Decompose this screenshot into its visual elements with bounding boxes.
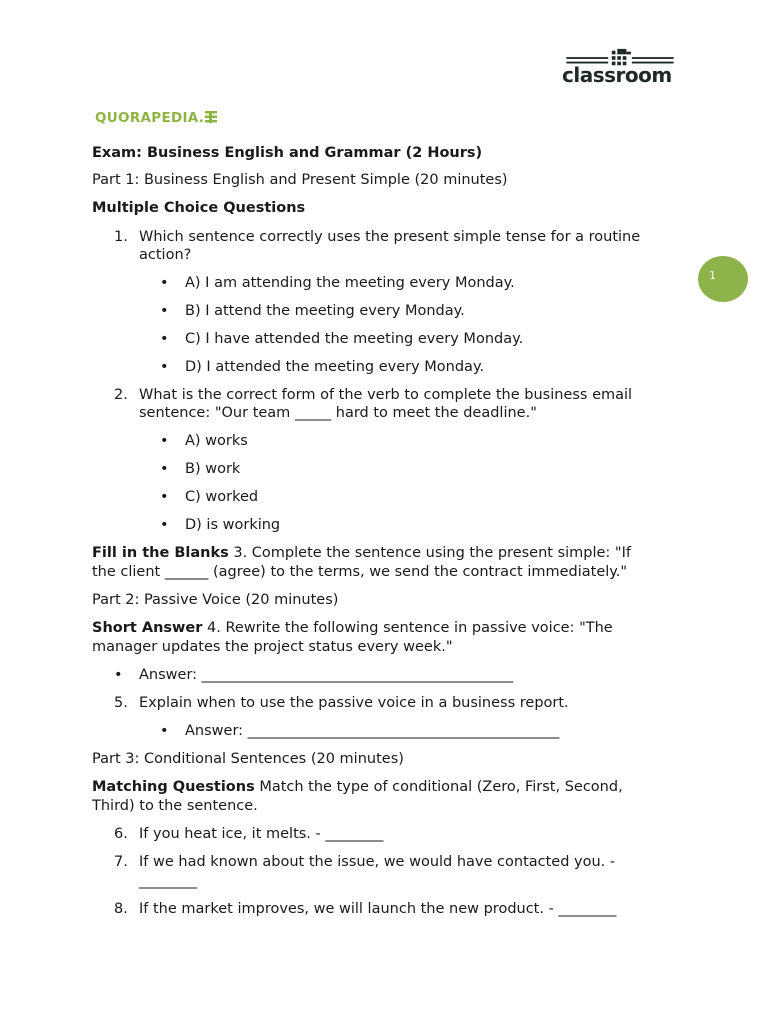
q5-number: 5. — [114, 695, 128, 711]
q1-text-line2: action? — [139, 247, 192, 263]
q2-text-line1: What is the correct form of the verb to complete the business email — [139, 387, 633, 403]
quorapedia-logo — [95, 110, 217, 126]
bullet-icon: • — [160, 275, 169, 291]
matching-text-line1: Match the type of conditional (Zero, First, Second, — [254, 779, 623, 795]
q5-answer-line: Answer: ___________________________________________ — [185, 723, 560, 739]
q1-option-b: B) I attend the meeting every Monday. — [185, 303, 465, 319]
q2-option-c: C) worked — [185, 489, 259, 505]
q1-number: 1. — [114, 229, 128, 245]
short-answer-heading: Short Answer — [92, 620, 203, 636]
quorapedia-mark-icon — [205, 111, 217, 123]
q4-text-line1: 4. Rewrite the following sentence in passive voice: "The — [202, 620, 613, 636]
q7-text-line2: ________ — [139, 873, 197, 889]
q2-number: 2. — [114, 387, 128, 403]
q2-option-d: D) is working — [185, 517, 281, 533]
bullet-icon: • — [160, 359, 169, 375]
q1-text-line1: Which sentence correctly uses the present simple tense for a routine — [139, 229, 641, 245]
bullet-icon: • — [160, 303, 169, 319]
page-number-badge — [698, 256, 748, 302]
bullet-icon: • — [114, 667, 123, 683]
bullet-icon: • — [160, 433, 169, 449]
q4-answer-line: Answer: ___________________________________________ — [139, 667, 514, 683]
q2-text-line2: sentence: "Our team _____ hard to meet the deadline." — [139, 405, 537, 421]
part2-title: Part 2: Passive Voice (20 minutes) — [92, 592, 339, 608]
q2-option-b: B) work — [185, 461, 241, 477]
q7-text-line1: If we had known about the issue, we would have contacted you. - — [139, 854, 616, 870]
q4-line1 — [92, 619, 613, 637]
bullet-icon: • — [160, 517, 169, 533]
classroom-logo — [561, 40, 681, 90]
q4-text-line2: manager updates the project status every week." — [92, 639, 453, 655]
part1-title: Part 1: Business English and Present Simple (20 minutes) — [92, 172, 508, 188]
matching-line1 — [92, 778, 623, 796]
multiple-choice-heading: Multiple Choice Questions — [92, 200, 306, 216]
q1-option-a: A) I am attending the meeting every Monday. — [185, 275, 515, 291]
quorapedia-logo-text: QUORAPEDIA. — [95, 110, 205, 126]
exam-title: Exam: Business English and Grammar (2 Hours) — [92, 145, 483, 161]
q6-text: If you heat ice, it melts. - ________ — [139, 826, 384, 842]
q8-text: If the market improves, we will launch the new product. - ________ — [139, 901, 617, 917]
q1-option-d: D) I attended the meeting every Monday. — [185, 359, 485, 375]
classroom-logo-text: classroom — [562, 63, 672, 87]
bullet-icon: • — [160, 489, 169, 505]
q6-number: 6. — [114, 826, 128, 842]
bullet-icon: • — [160, 461, 169, 477]
q8-number: 8. — [114, 901, 128, 917]
q1-option-c: C) I have attended the meeting every Monday. — [185, 331, 524, 347]
bullet-icon: • — [160, 331, 169, 347]
bullet-icon: • — [160, 723, 169, 739]
fill-blanks-heading: Fill in the Blanks — [92, 545, 229, 561]
matching-heading: Matching Questions — [92, 779, 255, 795]
q3-text-line2: the client ______ (agree) to the terms, we send the contract immediately." — [92, 564, 628, 580]
q7-number: 7. — [114, 854, 128, 870]
q5-text: Explain when to use the passive voice in a business report. — [139, 695, 569, 711]
q3-line1 — [92, 544, 631, 562]
page-number: 1 — [709, 269, 716, 282]
q3-text-line1: 3. Complete the sentence using the present simple: "If — [228, 545, 631, 561]
matching-text-line2: Third) to the sentence. — [92, 798, 258, 814]
q2-option-a: A) works — [185, 433, 248, 449]
part3-title: Part 3: Conditional Sentences (20 minutes) — [92, 751, 404, 767]
